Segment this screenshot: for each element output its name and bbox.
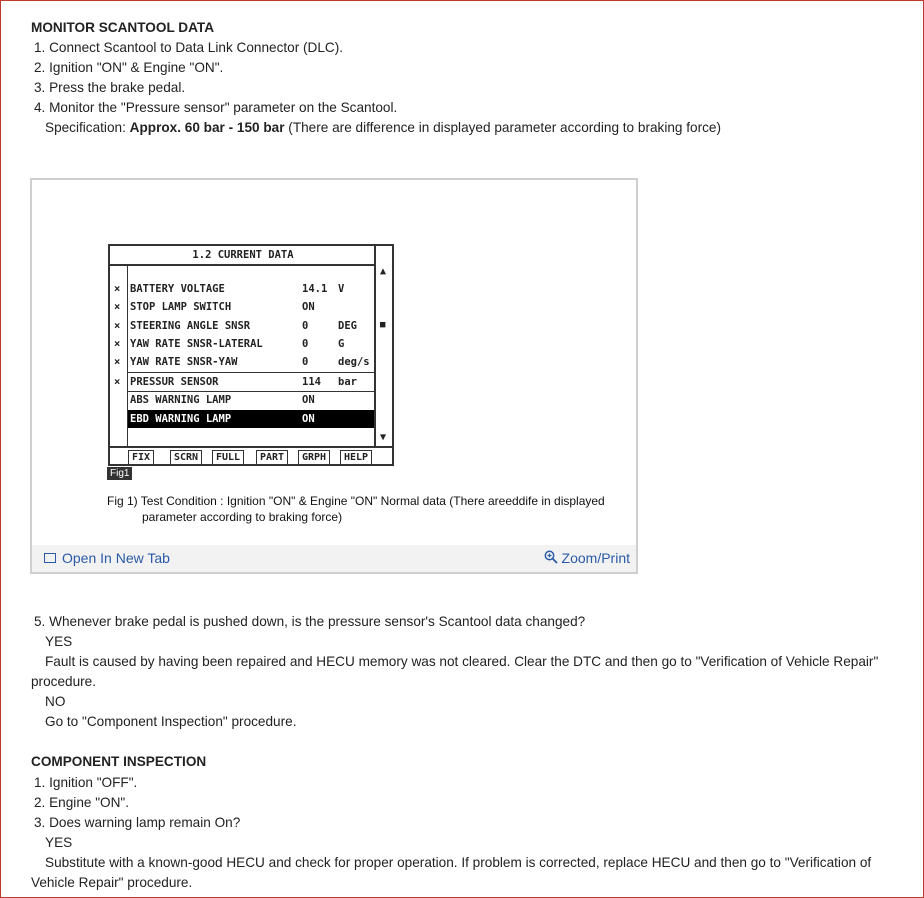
figure-panel [30, 178, 638, 574]
component-yes-text-2: Vehicle Repair" procedure. [31, 875, 193, 890]
spec-note: (There are difference in displayed parameter according to braking force) [284, 120, 722, 135]
scroll-thumb-icon: ■ [380, 320, 386, 330]
open-tab-label: Open In New Tab [62, 550, 170, 566]
param-name: BATTERY VOLTAGE [130, 283, 225, 295]
param-value: ON [302, 301, 315, 313]
param-name: STOP LAMP SWITCH [130, 301, 232, 313]
param-name: YAW RATE SNSR-YAW [130, 356, 238, 368]
param-unit: G [338, 338, 345, 350]
mark-icon: × [114, 283, 121, 295]
mark-icon: × [114, 338, 121, 350]
param-value: 0 [302, 338, 309, 350]
component-heading: COMPONENT INSPECTION [31, 754, 207, 769]
param-unit: deg/s [338, 356, 370, 368]
open-tab-icon [44, 553, 56, 563]
scantool-screen [108, 244, 394, 466]
zoom-print-label: Zoom/Print [561, 550, 630, 566]
question-yes-text-2: procedure. [31, 674, 96, 689]
param-name: STEERING ANGLE SNSR [130, 320, 251, 332]
question-no-text: Go to "Component Inspection" procedure. [45, 714, 297, 729]
scan-footer-line [110, 446, 392, 448]
scan-title: 1.2 CURRENT DATA [110, 246, 376, 266]
mark-icon: × [114, 356, 121, 368]
scroll-up-icon: ▲ [380, 266, 387, 277]
fkey-part: PART [256, 450, 288, 465]
param-value: ON [302, 413, 315, 425]
param-value: 0 [302, 320, 309, 332]
component-yes: YES [45, 835, 73, 850]
param-name: EBD WARNING LAMP [130, 413, 232, 425]
mark-icon: × [114, 320, 121, 332]
data-row [110, 298, 374, 316]
fkey-scrn: SCRN [170, 450, 202, 465]
figure-caption [107, 493, 605, 525]
monitor-heading: MONITOR SCANTOOL DATA [31, 20, 215, 35]
mark-icon: × [114, 376, 121, 388]
param-unit: bar [338, 376, 357, 388]
param-value: 14.1 [302, 283, 328, 295]
caption-line-1: Fig 1) Test Condition : Ignition "ON" & Engine "ON" Normal data (There areeddife in displayed [107, 494, 605, 508]
question-no: NO [45, 694, 66, 709]
param-value: ON [302, 394, 315, 406]
component-step-3: 3. Does warning lamp remain On? [34, 815, 241, 830]
param-unit: V [338, 283, 345, 295]
figure-footer [32, 545, 636, 572]
fkey-full: FULL [212, 450, 244, 465]
param-value: 0 [302, 356, 309, 368]
question-5: 5. Whenever brake pedal is pushed down, is the pressure sensor's Scantool data changed? [34, 614, 586, 629]
data-row-selected [128, 410, 374, 428]
param-name: YAW RATE SNSR-LATERAL [130, 338, 263, 350]
data-row [110, 335, 374, 353]
fkey-help: HELP [340, 450, 372, 465]
fkey-grph: GRPH [298, 450, 330, 465]
caption-line-2: parameter according to braking force) [142, 510, 343, 524]
spec-value: Approx. 60 bar - 150 bar [129, 120, 285, 135]
data-row [110, 280, 374, 298]
specification [45, 120, 721, 135]
scan-divider [374, 246, 376, 448]
component-step-2: 2. Engine "ON". [34, 795, 130, 810]
monitor-step-1: 1. Connect Scantool to Data Link Connector (DLC). [34, 40, 344, 55]
monitor-step-2: 2. Ignition "ON" & Engine "ON". [34, 60, 224, 75]
scroll-down-icon: ▼ [380, 432, 387, 443]
fkey-fix: FIX [128, 450, 154, 465]
zoom-print-link[interactable] [544, 550, 630, 566]
data-row [110, 317, 374, 335]
spec-label: Specification: [45, 120, 130, 135]
monitor-step-4: 4. Monitor the "Pressure sensor" parameter on the Scantool. [34, 100, 398, 115]
figure-label: Fig1 [107, 467, 132, 480]
mark-icon: × [114, 301, 121, 313]
param-unit: DEG [338, 320, 357, 332]
zoom-icon [544, 550, 562, 566]
data-row [110, 353, 374, 371]
param-value: 114 [302, 376, 321, 388]
open-in-new-tab-link[interactable] [44, 550, 170, 566]
component-step-1: 1. Ignition "OFF". [34, 775, 138, 790]
component-yes-text-1: Substitute with a known-good HECU and check for proper operation. If problem is corrected, replace HECU and then go to "Verification of [45, 855, 872, 870]
param-name: PRESSUR SENSOR [130, 376, 219, 388]
monitor-step-3: 3. Press the brake pedal. [34, 80, 186, 95]
data-row [110, 391, 374, 409]
data-row-highlighted [110, 373, 374, 391]
param-name: ABS WARNING LAMP [130, 394, 232, 406]
question-yes: YES [45, 634, 73, 649]
question-yes-text-1: Fault is caused by having been repaired and HECU memory was not cleared. Clear the DTC and then go to "Verification of Vehicle Repair" [45, 654, 879, 669]
